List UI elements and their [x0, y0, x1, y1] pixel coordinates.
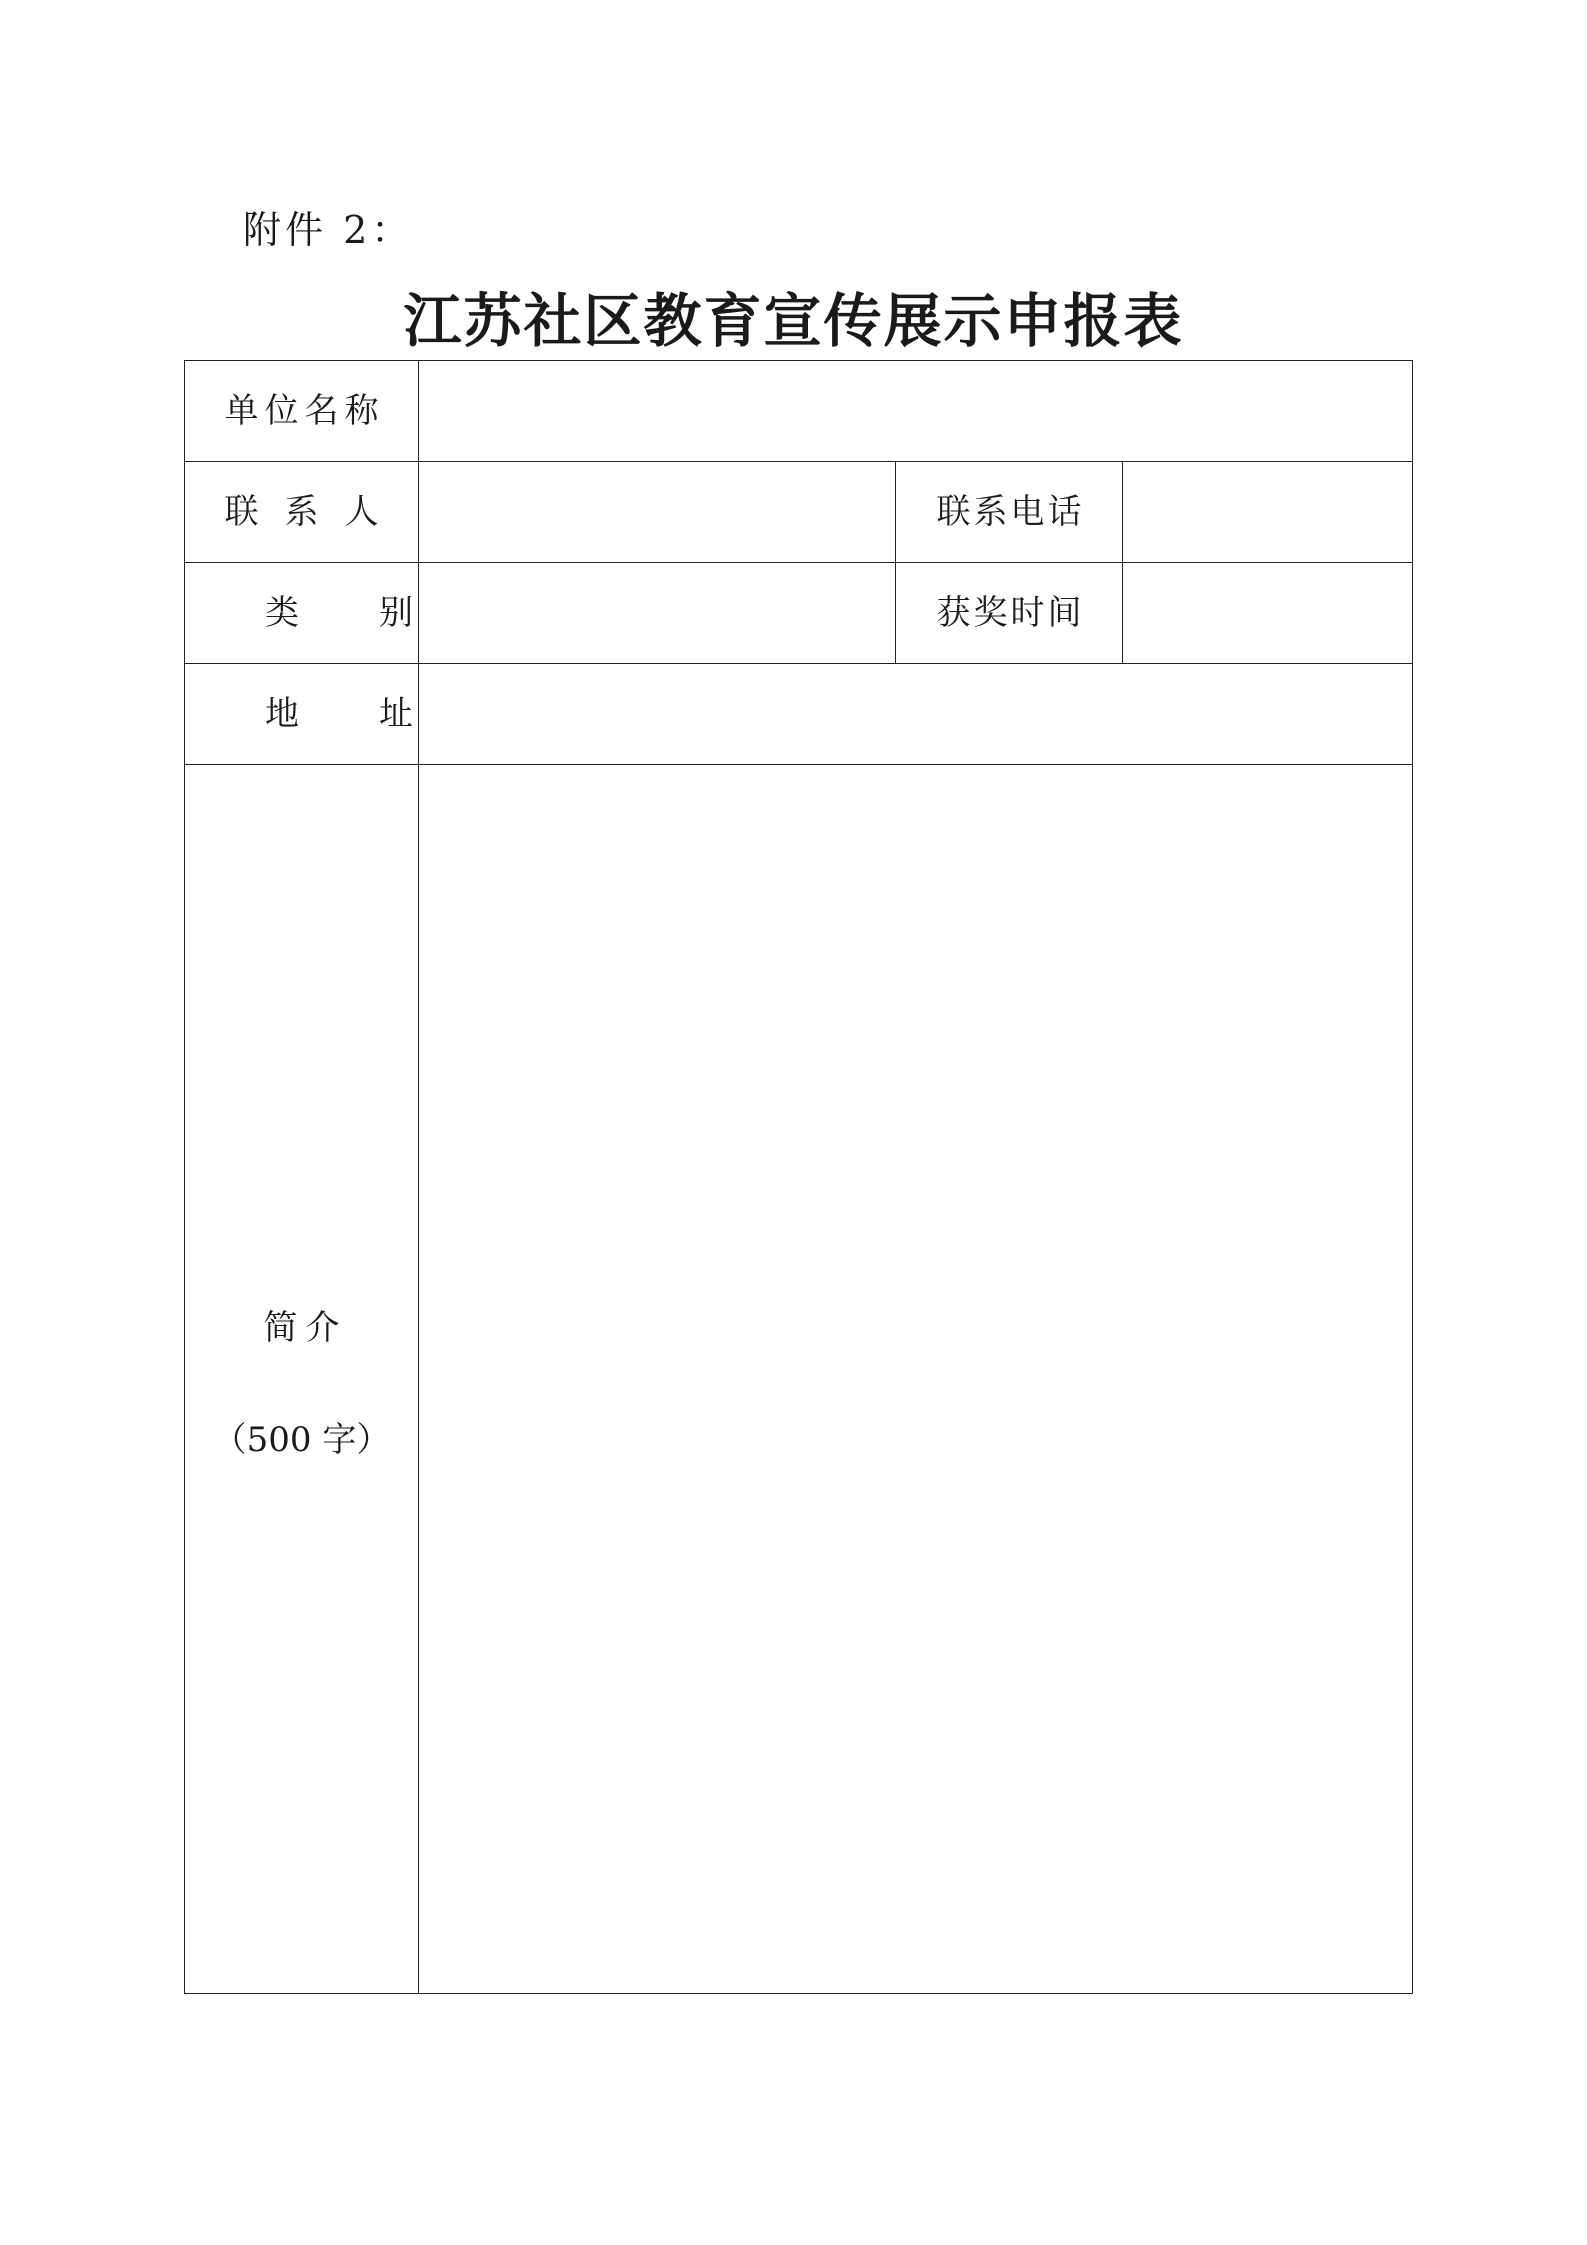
award-time-label: 获奖时间	[896, 563, 1123, 664]
unit-name-field[interactable]	[419, 361, 1413, 462]
row-address	[185, 664, 1413, 765]
phone-label: 联系电话	[896, 462, 1123, 563]
unit-name-label: 单位名称	[185, 361, 419, 462]
category-label: 类别	[185, 563, 419, 664]
page-title: 江苏社区教育宣传展示申报表	[403, 287, 1184, 355]
row-category	[185, 563, 1413, 664]
contact-label: 联系人	[185, 462, 419, 563]
intro-label: 简介	[263, 1308, 348, 1348]
intro-word-limit: （500 字）	[212, 1420, 391, 1460]
intro-field[interactable]	[419, 765, 1413, 1994]
address-field[interactable]	[419, 664, 1413, 765]
application-form-table	[184, 360, 1413, 1994]
intro-label-cell	[185, 765, 419, 1994]
award-time-field[interactable]	[1123, 563, 1413, 664]
phone-field[interactable]	[1123, 462, 1413, 563]
contact-field[interactable]	[419, 462, 896, 563]
row-contact	[185, 462, 1413, 563]
row-intro	[185, 765, 1413, 1994]
address-label: 地址	[185, 664, 419, 765]
row-unit-name	[185, 361, 1413, 462]
attachment-label: 附件 2：	[243, 208, 414, 252]
